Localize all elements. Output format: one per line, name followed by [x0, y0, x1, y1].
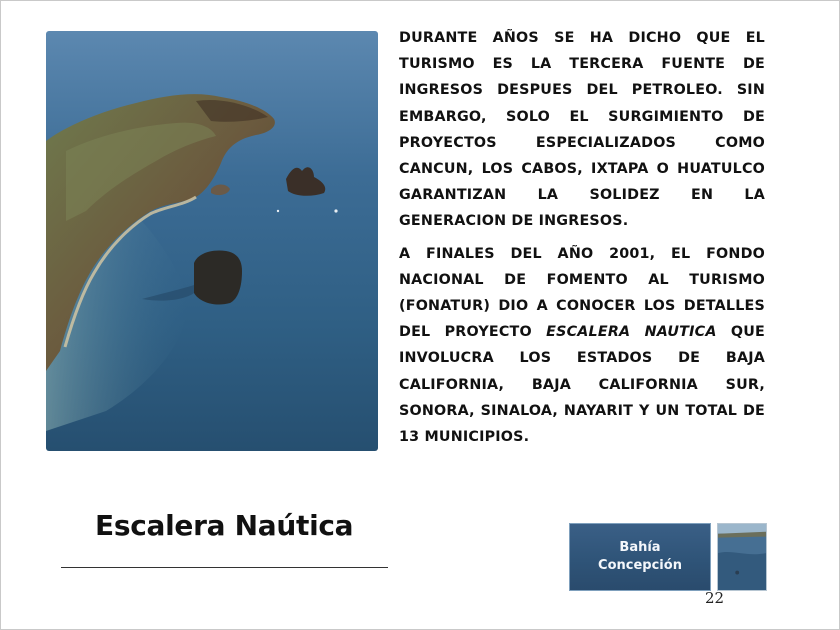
title-underline	[61, 567, 388, 568]
project-name-italic: ESCALERA NAUTICA	[546, 324, 717, 341]
page-number: 22	[705, 589, 725, 607]
bay-thumbnail-illustration	[718, 524, 766, 590]
caption-line-2: Concepción	[598, 558, 682, 573]
caption-line-1: Bahía	[619, 540, 661, 555]
paragraph-fonatur-project	[399, 241, 765, 451]
slide-title: Escalera Naútica	[95, 509, 354, 542]
aerial-coast-illustration	[46, 31, 378, 451]
paragraph-2-start: A FINALES DEL AÑO 2001, EL FONDO NACIONAL DE FOMENTO AL TURISMO (FONATUR) DIO A CONOCER LOS DETALLES DEL PROYECTO	[399, 245, 765, 341]
aerial-coast-photo	[46, 31, 378, 451]
body-text	[399, 25, 765, 456]
bay-thumbnail-photo	[717, 523, 767, 591]
paragraph-2-end: QUE INVOLUCRA LOS ESTADOS DE BAJA CALIFORNIA, BAJA CALIFORNIA SUR, SONORA, SINALOA, NAYARIT Y UN TOTAL DE 13 MUNICIPIOS.	[399, 324, 766, 446]
bahia-concepcion-caption	[569, 523, 711, 591]
paragraph-tourism-income: DURANTE AÑOS SE HA DICHO QUE EL TURISMO ES LA TERCERA FUENTE DE INGRESOS DESPUES DEL PETROLEO. SIN EMBARGO, SOLO EL SURGIMIENTO DE PROYECTOS ESPECIALIZADOS COMO CANCUN, LOS CABOS, IXTAPA O HUATULCO GARANTIZAN LA SOLIDEZ EN LA GENERACION DE INGRESOS.	[399, 30, 765, 230]
